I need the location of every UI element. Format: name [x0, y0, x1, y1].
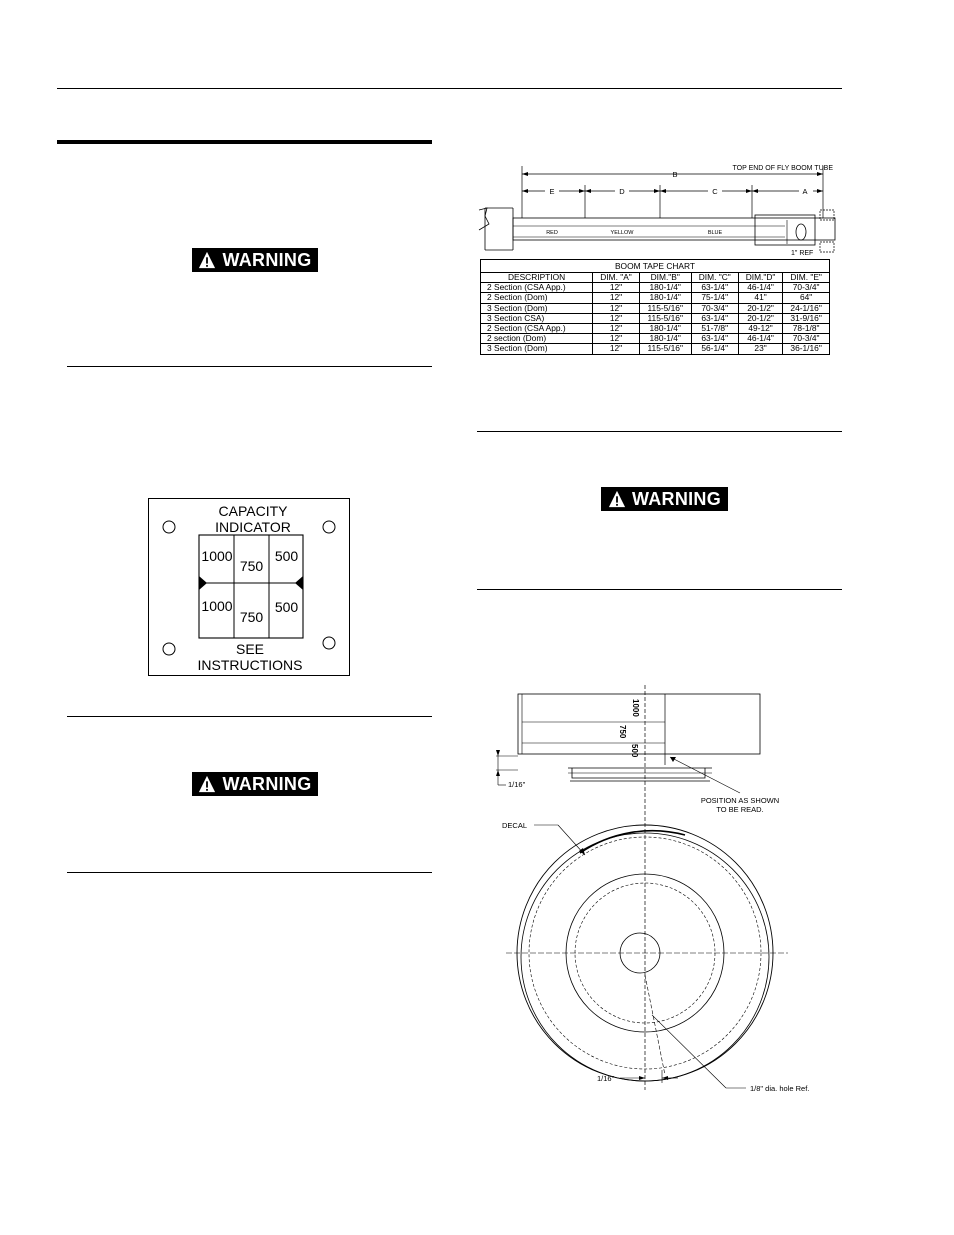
pointer-left-icon	[199, 576, 207, 590]
table-row: 3 Section (Dom) 12" 115-5/16" 56-1/4" 23" 36-1/16"	[481, 344, 830, 354]
warning-label-3: WARNING	[631, 488, 722, 509]
warning-label-2: WARNING	[222, 773, 312, 794]
table-row: 2 Section (Dom) 12" 180-1/4" 75-1/4" 41" 64"	[481, 293, 830, 303]
col-dim-a: DIM. "A"	[593, 273, 640, 283]
dim-e-label: E	[549, 187, 555, 196]
tape-chart-title: BOOM TAPE CHART	[481, 260, 830, 273]
warning-triangle-icon	[608, 490, 626, 508]
table-row: 3 Section (Dom) 12" 115-5/16" 70-3/4" 20-1/2" 24-1/16"	[481, 303, 830, 313]
dim-b-label: B	[672, 170, 678, 179]
tape-red-label: RED	[546, 230, 558, 236]
warning-banner-3	[601, 487, 728, 511]
ref-label: 1" REF	[791, 250, 814, 257]
scale-1000: 1000	[631, 699, 640, 717]
mount-hole-bottom-right	[323, 637, 335, 649]
position-label-2: TO BE READ.	[716, 805, 764, 814]
divider-left-1	[67, 366, 432, 367]
tape-yellow-label: YELLOW	[610, 230, 634, 236]
dim-d-label: D	[619, 187, 625, 196]
tape-blue-label: BLUE	[707, 230, 723, 236]
hole-label: 1/8" dia. hole Ref.	[750, 1084, 810, 1093]
capacity-footer-2: INSTRUCTIONS	[197, 657, 303, 673]
divider-right-1	[477, 431, 842, 432]
scale-500: 500	[630, 744, 639, 758]
dim-a-label: A	[802, 187, 808, 196]
warning-banner-1	[192, 248, 318, 272]
divider-left-2	[67, 716, 432, 717]
warning-triangle-icon	[198, 775, 216, 793]
cap-top-mid: 750	[239, 558, 264, 574]
col-dim-b: DIM."B"	[639, 273, 691, 283]
scale-750: 750	[618, 725, 627, 739]
table-row: 2 Section (CSA App.) 12" 180-1/4" 63-1/4" 46-1/4" 70-3/4"	[481, 283, 830, 293]
warning-banner-2	[192, 772, 318, 796]
pointer-right-icon	[295, 576, 303, 590]
mount-hole-top-right	[323, 521, 335, 533]
warning-triangle-icon	[198, 251, 216, 269]
col-dim-c: DIM. "C"	[691, 273, 738, 283]
table-row: 3 Section CSA) 12" 115-5/16" 63-1/4" 20-1/2" 31-9/16"	[481, 313, 830, 323]
table-row: 2 section (Dom) 12" 180-1/4" 63-1/4" 46-1/4" 70-3/4"	[481, 334, 830, 344]
table-row: 2 Section (CSA App.) 12" 180-1/4" 51-7/8" 49-12" 78-1/8"	[481, 323, 830, 333]
mount-hole-bottom-left	[163, 643, 175, 655]
decal-label: DECAL	[502, 821, 528, 830]
top-end-label: TOP END OF FLY BOOM TUBE	[732, 165, 833, 172]
divider-right-2	[477, 589, 842, 590]
cap-bottom-left: 1000	[201, 598, 233, 614]
section-heading-bar	[57, 140, 432, 144]
dim-c-label: C	[712, 187, 718, 196]
sixteenth-bottom-label: 1/16"	[597, 1074, 615, 1083]
boom-tape-diagram	[465, 160, 845, 260]
cap-top-left: 1000	[201, 548, 233, 564]
cap-top-right: 500	[274, 548, 299, 564]
mount-hole-top-left	[163, 521, 175, 533]
capacity-title-2: INDICATOR	[215, 519, 291, 535]
cap-bottom-right: 500	[274, 599, 299, 615]
cap-bottom-mid: 750	[239, 609, 264, 625]
divider-left-3	[67, 872, 432, 873]
capacity-title-1: CAPACITY	[218, 503, 288, 519]
page-header-rule	[57, 88, 842, 89]
drum-decal-diagram	[490, 685, 840, 1105]
col-dim-e: DIM. "E"	[783, 273, 830, 283]
capacity-footer-1: SEE	[235, 641, 264, 657]
sixteenth-top-label: 1/16"	[508, 780, 526, 789]
position-label-1: POSITION AS SHOWN	[700, 796, 780, 805]
col-description: DESCRIPTION	[481, 273, 593, 283]
boom-tape-chart	[480, 259, 830, 355]
col-dim-d: DIM."D"	[738, 273, 782, 283]
warning-label-1: WARNING	[222, 249, 312, 270]
